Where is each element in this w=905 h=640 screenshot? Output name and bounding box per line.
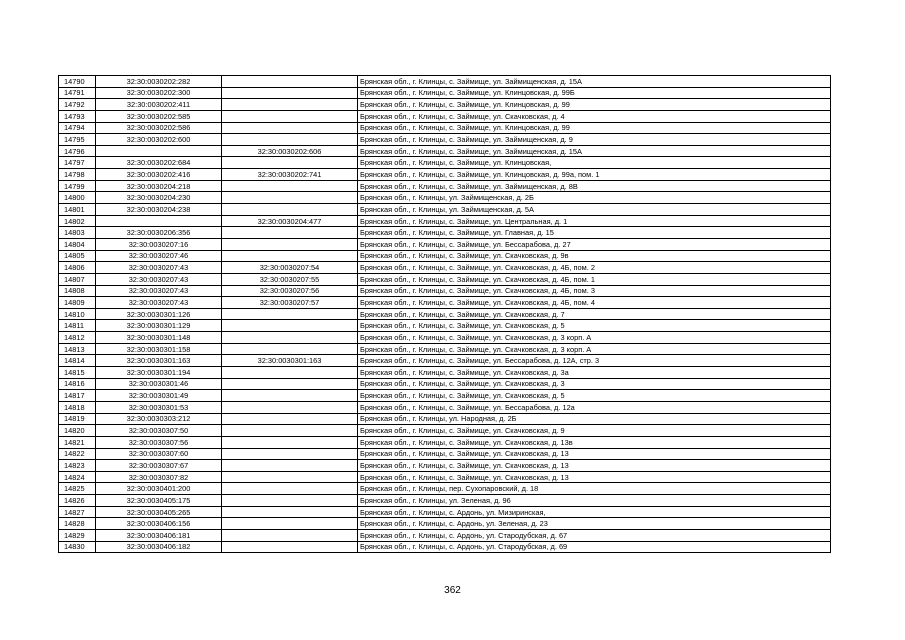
address-cell: Брянская обл., г. Клинцы, с. Займище, ул. Бессарабова, д. 12а (358, 401, 831, 413)
address-cell: Брянская обл., г. Клинцы, с. Займище, ул. Скачковская, д. 13 (358, 471, 831, 483)
address-cell: Брянская обл., г. Клинцы, с. Займище, ул. Скачковская, д. 9в (358, 250, 831, 262)
related-cadastral-number-cell (222, 134, 358, 146)
cadastral-number-cell: 32:30:0030307:50 (96, 425, 222, 437)
address-cell: Брянская обл., г. Клинцы, с. Займище, ул. Скачковская, д. 3 корп. А (358, 343, 831, 355)
address-cell: Брянская обл., г. Клинцы, с. Займище, ул. Клинцовская, (358, 157, 831, 169)
cadastral-number-cell: 32:30:0030303:212 (96, 413, 222, 425)
related-cadastral-number-cell (222, 378, 358, 390)
table-row (59, 378, 831, 390)
row-number-cell: 14799 (59, 180, 96, 192)
table-row (59, 529, 831, 541)
cadastral-number-cell: 32:30:0030405:175 (96, 495, 222, 507)
row-number-cell: 14794 (59, 122, 96, 134)
table-row (59, 122, 831, 134)
cadastral-number-cell: 32:30:0030202:600 (96, 134, 222, 146)
address-cell: Брянская обл., г. Клинцы, с. Займище, ул. Скачковская, д. 3а (358, 367, 831, 379)
table-row (59, 76, 831, 88)
table-row (59, 180, 831, 192)
table-row (59, 425, 831, 437)
table-row (59, 483, 831, 495)
cadastral-number-cell: 32:30:0030301:158 (96, 343, 222, 355)
address-cell: Брянская обл., г. Клинцы, с. Займище, ул. Скачковская, д. 3 (358, 378, 831, 390)
address-cell: Брянская обл., г. Клинцы, с. Займище, ул. Скачковская, д. 4Б, пом. 2 (358, 262, 831, 274)
table-row (59, 273, 831, 285)
row-number-cell: 14817 (59, 390, 96, 402)
table-row (59, 262, 831, 274)
related-cadastral-number-cell (222, 436, 358, 448)
table-row (59, 460, 831, 472)
row-number-cell: 14806 (59, 262, 96, 274)
cadastral-number-cell: 32:30:0030307:82 (96, 471, 222, 483)
registry-table-body (59, 76, 831, 553)
cadastral-number-cell (96, 215, 222, 227)
related-cadastral-number-cell (222, 332, 358, 344)
row-number-cell: 14802 (59, 215, 96, 227)
cadastral-number-cell: 32:30:0030204:230 (96, 192, 222, 204)
cadastral-number-cell: 32:30:0030301:148 (96, 332, 222, 344)
row-number-cell: 14826 (59, 495, 96, 507)
cadastral-number-cell: 32:30:0030202:300 (96, 87, 222, 99)
table-row (59, 157, 831, 169)
row-number-cell: 14827 (59, 506, 96, 518)
related-cadastral-number-cell (222, 460, 358, 472)
address-cell: Брянская обл., г. Клинцы, с. Займище, ул. Скачковская, д. 13 (358, 460, 831, 472)
related-cadastral-number-cell (222, 227, 358, 239)
related-cadastral-number-cell (222, 495, 358, 507)
cadastral-number-cell: 32:30:0030202:586 (96, 122, 222, 134)
address-cell: Брянская обл., г. Клинцы, ул. Займищенская, д. 2Б (358, 192, 831, 204)
table-row (59, 145, 831, 157)
related-cadastral-number-cell (222, 192, 358, 204)
table-row (59, 110, 831, 122)
related-cadastral-number-cell: 32:30:0030207:57 (222, 297, 358, 309)
row-number-cell: 14828 (59, 518, 96, 530)
table-row (59, 471, 831, 483)
row-number-cell: 14792 (59, 99, 96, 111)
cadastral-number-cell: 32:30:0030401:200 (96, 483, 222, 495)
address-cell: Брянская обл., г. Клинцы, ул. Зеленая, д. 96 (358, 495, 831, 507)
row-number-cell: 14813 (59, 343, 96, 355)
cadastral-number-cell: 32:30:0030207:43 (96, 262, 222, 274)
table-row (59, 169, 831, 181)
table-row (59, 227, 831, 239)
related-cadastral-number-cell (222, 250, 358, 262)
related-cadastral-number-cell (222, 204, 358, 216)
table-row (59, 355, 831, 367)
related-cadastral-number-cell (222, 157, 358, 169)
related-cadastral-number-cell: 32:30:0030207:56 (222, 285, 358, 297)
row-number-cell: 14822 (59, 448, 96, 460)
address-cell: Брянская обл., г. Клинцы, с. Займище, ул. Клинцовская, д. 99а, пом. 1 (358, 169, 831, 181)
table-row (59, 367, 831, 379)
table-row (59, 134, 831, 146)
address-cell: Брянская обл., г. Клинцы, с. Займище, ул. Скачковская, д. 3 корп. А (358, 332, 831, 344)
cadastral-number-cell: 32:30:0030301:163 (96, 355, 222, 367)
table-row (59, 541, 831, 553)
page-number: 362 (444, 585, 461, 596)
address-cell: Брянская обл., г. Клинцы, с. Ардонь, ул. Стародубская, д. 67 (358, 529, 831, 541)
row-number-cell: 14829 (59, 529, 96, 541)
address-cell: Брянская обл., г. Клинцы, ул. Займищенская, д. 5А (358, 204, 831, 216)
address-cell: Брянская обл., г. Клинцы, ул. Народная, д. 2Б (358, 413, 831, 425)
related-cadastral-number-cell (222, 320, 358, 332)
address-cell: Брянская обл., г. Клинцы, с. Займище, ул. Клинцовская, д. 99 (358, 99, 831, 111)
cadastral-number-cell: 32:30:0030301:49 (96, 390, 222, 402)
row-number-cell: 14821 (59, 436, 96, 448)
related-cadastral-number-cell: 32:30:0030202:606 (222, 145, 358, 157)
row-number-cell: 14819 (59, 413, 96, 425)
address-cell: Брянская обл., г. Клинцы, с. Займище, ул. Бессарабова, д. 12А, стр. 3 (358, 355, 831, 367)
cadastral-number-cell: 32:30:0030307:67 (96, 460, 222, 472)
related-cadastral-number-cell: 32:30:0030207:55 (222, 273, 358, 285)
address-cell: Брянская обл., г. Клинцы, с. Займище, ул. Скачковская, д. 5 (358, 320, 831, 332)
row-number-cell: 14803 (59, 227, 96, 239)
related-cadastral-number-cell (222, 308, 358, 320)
row-number-cell: 14812 (59, 332, 96, 344)
address-cell: Брянская обл., г. Клинцы, пер. Сухопаровский, д. 18 (358, 483, 831, 495)
table-row (59, 413, 831, 425)
cadastral-number-cell: 32:30:0030207:16 (96, 238, 222, 250)
row-number-cell: 14793 (59, 110, 96, 122)
table-row (59, 436, 831, 448)
cadastral-number-cell: 32:30:0030307:56 (96, 436, 222, 448)
table-row (59, 238, 831, 250)
cadastral-number-cell: 32:30:0030301:126 (96, 308, 222, 320)
related-cadastral-number-cell (222, 87, 358, 99)
cadastral-number-cell: 32:30:0030207:46 (96, 250, 222, 262)
cadastral-number-cell: 32:30:0030202:282 (96, 76, 222, 88)
table-row (59, 448, 831, 460)
address-cell: Брянская обл., г. Клинцы, с. Займище, ул. Главная, д. 15 (358, 227, 831, 239)
cadastral-number-cell: 32:30:0030301:46 (96, 378, 222, 390)
row-number-cell: 14810 (59, 308, 96, 320)
table-row (59, 215, 831, 227)
related-cadastral-number-cell (222, 471, 358, 483)
cadastral-number-cell: 32:30:0030301:194 (96, 367, 222, 379)
table-row (59, 250, 831, 262)
table-row (59, 285, 831, 297)
cadastral-number-cell: 32:30:0030206:356 (96, 227, 222, 239)
row-number-cell: 14804 (59, 238, 96, 250)
related-cadastral-number-cell (222, 76, 358, 88)
table-row (59, 495, 831, 507)
row-number-cell: 14801 (59, 204, 96, 216)
related-cadastral-number-cell (222, 110, 358, 122)
row-number-cell: 14815 (59, 367, 96, 379)
address-cell: Брянская обл., г. Клинцы, с. Займище, ул. Скачковская, д. 4Б, пом. 3 (358, 285, 831, 297)
cadastral-number-cell: 32:30:0030202:585 (96, 110, 222, 122)
table-row (59, 506, 831, 518)
address-cell: Брянская обл., г. Клинцы, с. Займище, ул. Клинцовская, д. 99Б (358, 87, 831, 99)
related-cadastral-number-cell (222, 448, 358, 460)
registry-table (58, 75, 831, 553)
cadastral-number-cell: 32:30:0030204:218 (96, 180, 222, 192)
row-number-cell: 14824 (59, 471, 96, 483)
row-number-cell: 14818 (59, 401, 96, 413)
table-row (59, 204, 831, 216)
address-cell: Брянская обл., г. Клинцы, с. Ардонь, ул. Стародубская, д. 69 (358, 541, 831, 553)
related-cadastral-number-cell (222, 506, 358, 518)
row-number-cell: 14808 (59, 285, 96, 297)
row-number-cell: 14795 (59, 134, 96, 146)
related-cadastral-number-cell: 32:30:0030301:163 (222, 355, 358, 367)
address-cell: Брянская обл., г. Клинцы, с. Займище, ул. Скачковская, д. 13 (358, 448, 831, 460)
related-cadastral-number-cell (222, 99, 358, 111)
table-row (59, 192, 831, 204)
address-cell: Брянская обл., г. Клинцы, с. Займище, ул. Скачковская, д. 7 (358, 308, 831, 320)
address-cell: Брянская обл., г. Клинцы, с. Займище, ул. Скачковская, д. 13в (358, 436, 831, 448)
table-row (59, 297, 831, 309)
row-number-cell: 14825 (59, 483, 96, 495)
cadastral-number-cell: 32:30:0030204:238 (96, 204, 222, 216)
related-cadastral-number-cell (222, 541, 358, 553)
address-cell: Брянская обл., г. Клинцы, с. Займище, ул. Займищенская, д. 9 (358, 134, 831, 146)
related-cadastral-number-cell (222, 518, 358, 530)
cadastral-number-cell: 32:30:0030405:265 (96, 506, 222, 518)
row-number-cell: 14798 (59, 169, 96, 181)
cadastral-number-cell: 32:30:0030207:43 (96, 285, 222, 297)
related-cadastral-number-cell (222, 343, 358, 355)
cadastral-number-cell: 32:30:0030207:43 (96, 297, 222, 309)
row-number-cell: 14796 (59, 145, 96, 157)
related-cadastral-number-cell (222, 483, 358, 495)
related-cadastral-number-cell (222, 122, 358, 134)
cadastral-number-cell: 32:30:0030202:416 (96, 169, 222, 181)
address-cell: Брянская обл., г. Клинцы, с. Займище, ул. Займищенская, д. 15А (358, 145, 831, 157)
related-cadastral-number-cell (222, 390, 358, 402)
row-number-cell: 14811 (59, 320, 96, 332)
table-row (59, 320, 831, 332)
row-number-cell: 14814 (59, 355, 96, 367)
address-cell: Брянская обл., г. Клинцы, с. Займище, ул. Скачковская, д. 4Б, пом. 1 (358, 273, 831, 285)
address-cell: Брянская обл., г. Клинцы, с. Займище, ул. Займищенская, д. 15А (358, 76, 831, 88)
row-number-cell: 14816 (59, 378, 96, 390)
row-number-cell: 14830 (59, 541, 96, 553)
table-row (59, 308, 831, 320)
related-cadastral-number-cell (222, 180, 358, 192)
cadastral-number-cell: 32:30:0030406:181 (96, 529, 222, 541)
related-cadastral-number-cell (222, 413, 358, 425)
address-cell: Брянская обл., г. Клинцы, с. Займище, ул. Скачковская, д. 5 (358, 390, 831, 402)
cadastral-number-cell: 32:30:0030202:411 (96, 99, 222, 111)
related-cadastral-number-cell (222, 367, 358, 379)
address-cell: Брянская обл., г. Клинцы, с. Займище, ул. Скачковская, д. 4Б, пом. 4 (358, 297, 831, 309)
cadastral-number-cell: 32:30:0030207:43 (96, 273, 222, 285)
table-row (59, 390, 831, 402)
table-row (59, 332, 831, 344)
row-number-cell: 14791 (59, 87, 96, 99)
table-row (59, 99, 831, 111)
address-cell: Брянская обл., г. Клинцы, с. Займище, ул. Займищенская, д. 8В (358, 180, 831, 192)
row-number-cell: 14809 (59, 297, 96, 309)
related-cadastral-number-cell: 32:30:0030204:477 (222, 215, 358, 227)
row-number-cell: 14823 (59, 460, 96, 472)
related-cadastral-number-cell (222, 238, 358, 250)
cadastral-number-cell (96, 145, 222, 157)
row-number-cell: 14820 (59, 425, 96, 437)
row-number-cell: 14800 (59, 192, 96, 204)
row-number-cell: 14805 (59, 250, 96, 262)
row-number-cell: 14797 (59, 157, 96, 169)
table-row (59, 518, 831, 530)
address-cell: Брянская обл., г. Клинцы, с. Займище, ул. Клинцовская, д. 99 (358, 122, 831, 134)
address-cell: Брянская обл., г. Клинцы, с. Займище, ул. Бессарабова, д. 27 (358, 238, 831, 250)
table-row (59, 343, 831, 355)
address-cell: Брянская обл., г. Клинцы, с. Займище, ул. Центральная, д. 1 (358, 215, 831, 227)
row-number-cell: 14790 (59, 76, 96, 88)
related-cadastral-number-cell: 32:30:0030202:741 (222, 169, 358, 181)
related-cadastral-number-cell (222, 401, 358, 413)
related-cadastral-number-cell (222, 425, 358, 437)
cadastral-number-cell: 32:30:0030202:684 (96, 157, 222, 169)
address-cell: Брянская обл., г. Клинцы, с. Ардонь, ул. Зеленая, д. 23 (358, 518, 831, 530)
cadastral-number-cell: 32:30:0030307:60 (96, 448, 222, 460)
related-cadastral-number-cell (222, 529, 358, 541)
address-cell: Брянская обл., г. Клинцы, с. Займище, ул. Скачковская, д. 9 (358, 425, 831, 437)
address-cell: Брянская обл., г. Клинцы, с. Ардонь, ул. Мизиринская, (358, 506, 831, 518)
cadastral-number-cell: 32:30:0030301:129 (96, 320, 222, 332)
table-row (59, 401, 831, 413)
related-cadastral-number-cell: 32:30:0030207:54 (222, 262, 358, 274)
cadastral-number-cell: 32:30:0030406:182 (96, 541, 222, 553)
row-number-cell: 14807 (59, 273, 96, 285)
address-cell: Брянская обл., г. Клинцы, с. Займище, ул. Скачковская, д. 4 (358, 110, 831, 122)
cadastral-number-cell: 32:30:0030301:53 (96, 401, 222, 413)
cadastral-number-cell: 32:30:0030406:156 (96, 518, 222, 530)
table-row (59, 87, 831, 99)
